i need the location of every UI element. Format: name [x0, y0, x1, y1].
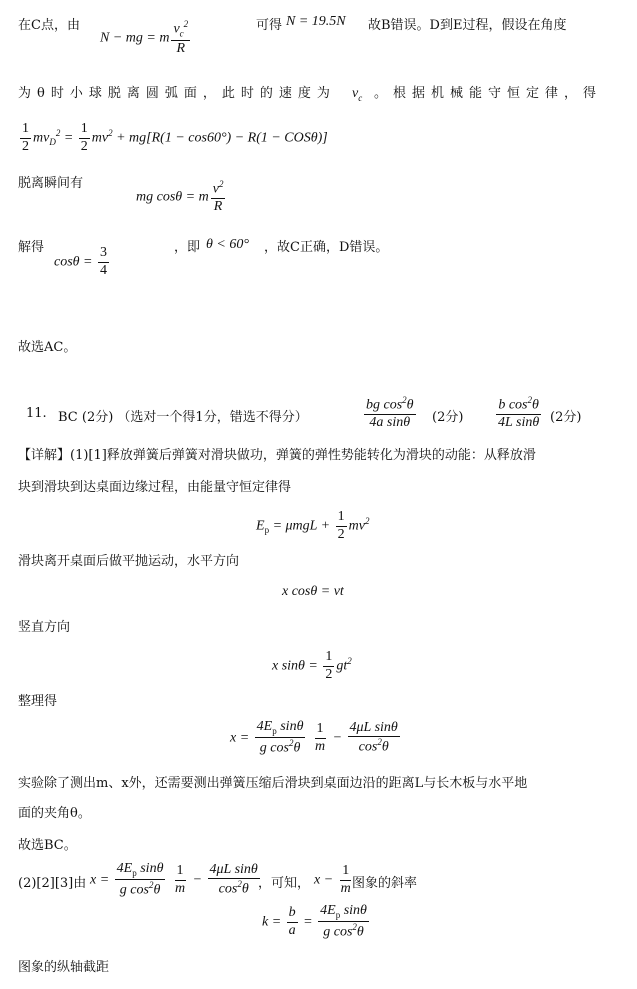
text-line: 脱离瞬间有 [18, 176, 84, 191]
text-line: 块到滑块到达桌面边缘过程，由能量守恒定律得 [18, 480, 292, 495]
text-line: 实验除了测出m、x外，还需要测出弹簧压缩后滑块到桌面边沿的距离L与长木板与水平地 [18, 776, 528, 791]
formula-horizontal: x cosθ = vt [282, 584, 344, 599]
formula-energy: $\frac{1}{2}$ $mv_D^2$ = $\frac{1}{2}$ $mv^2 + mg[R(1 - \cos 60^\circ) - R(1 - COS\theta)]$ [22, 121, 328, 154]
text-line: 解得 [18, 240, 45, 255]
formula-vc: $v_c$ [352, 86, 363, 103]
text-line: 在C点，由 [18, 18, 80, 33]
text-line: 【详解】(1)[1]释放弹簧后弹簧对滑块做功，弹簧的弹性势能转化为滑块的动能：从释放滑 [18, 448, 536, 463]
score-label: (2分) [550, 410, 582, 425]
formula-theta: θ < 60° [206, 237, 249, 252]
formula-x-1-m: x − $\frac{1}{m}$ [314, 863, 351, 896]
text-line: 整理得 [18, 694, 58, 709]
text-line: 故B错误。D到E过程，假设在角度 [368, 18, 567, 33]
formula-n-value: N = 19.5N [286, 14, 346, 29]
formula-answer-2: $\frac{b \cos^2\theta}{\text{4L sinθ}}$ [498, 395, 540, 431]
text-line: ，即 [174, 240, 201, 255]
text-line: 故选BC。 [18, 838, 77, 853]
text-line: 竖直方向 [18, 620, 71, 635]
formula-n-mg: N − mg = m $\frac{v_c^2}{R}$ [100, 19, 189, 56]
formula-ep: $E_p = \mu mgL$ + $\frac{1}{2}$ $mv^2$ [256, 509, 370, 542]
text-line: (2)[2][3]由 [18, 876, 87, 891]
formula-x: x = $\frac{4E_p \sin\theta}{g \cos^2\theta}$ $\frac{1}{m}$ − $\frac{\text{4μL sinθ}}{\cos^2\theta}$ [230, 719, 398, 756]
formula-vertical: x sinθ = $\frac{1}{2}$ $gt^2$ [272, 649, 352, 682]
formula-answer-1: $\frac{bg \cos^2\theta}{\text{4a sinθ}}$ [366, 395, 414, 431]
formula-detach: mg cosθ = m $\frac{v^2}{R}$ [136, 179, 224, 215]
score-label: (2分) [432, 410, 464, 425]
text-line: ，故C正确，D错误。 [264, 240, 389, 255]
formula-x-inline: x = $\frac{4E_p \sin\theta}{g \cos^2\theta}$ $\frac{1}{m}$ − $\frac{\text{4μL sinθ}}{\cos^2\theta}$ [90, 861, 258, 898]
text-line: 面的夹角θ。 [18, 806, 91, 821]
answer-text: BC (2分) （选对一个得1分，错选不得分） [58, 410, 308, 425]
text-line: 图象的斜率 [352, 876, 418, 891]
question-number: 11. [26, 406, 47, 421]
formula-cos: cosθ = $\frac{3}{4}$ [54, 245, 107, 278]
text-line: 滑块离开桌面后做平抛运动，水平方向 [18, 554, 240, 569]
formula-k: k = $\frac{b}{a}$ = $\frac{4E_p \sin\theta}{g \cos^2\theta}$ [262, 903, 367, 940]
text-line: 图象的纵轴截距 [18, 960, 110, 975]
text-line: ，可知， [258, 876, 311, 891]
text-line: 可得 [256, 18, 283, 33]
text-line: 。根据机械能守恒定律，得 [374, 86, 603, 101]
text-line: 为θ时小球脱离圆弧面，此时的速度为 [18, 86, 336, 101]
text-line: 故选AC。 [18, 340, 77, 355]
